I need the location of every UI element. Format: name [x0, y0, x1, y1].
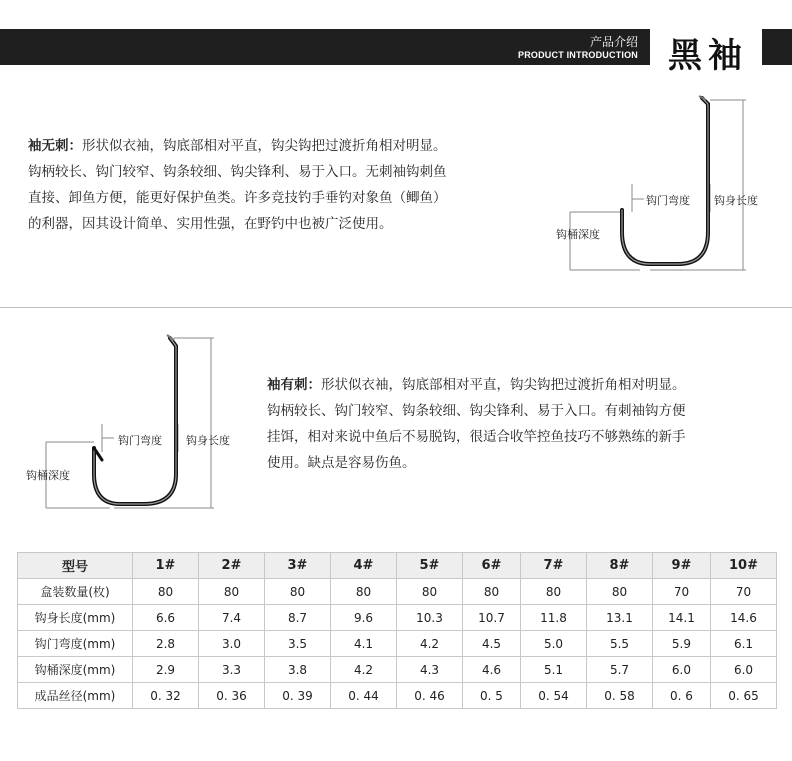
barbless-line-2: 钩柄较长、钩门较窄、钩条较细、钩尖锋利、易于入口。无刺袖钩刺鱼	[28, 164, 447, 180]
table-cell: 0. 39	[265, 683, 331, 709]
table-cell: 0. 6	[652, 683, 710, 709]
row-label: 钩门弯度(mm)	[18, 631, 133, 657]
table-cell: 8.7	[265, 605, 331, 631]
table-row	[18, 657, 777, 683]
barbed-line-2: 钩柄较长、钩门较窄、钩条较细、钩尖锋利、易于入口。有刺袖钩方便	[267, 403, 686, 419]
table-cell: 9.6	[331, 605, 397, 631]
table-row	[18, 631, 777, 657]
barbed-label-length: 钩身长度	[186, 434, 230, 447]
table-cell: 80	[463, 579, 521, 605]
table-header-cell: 6#	[463, 553, 521, 579]
barbed-title: 袖有刺：	[267, 377, 321, 393]
table-header-cell: 4#	[331, 553, 397, 579]
barbless-description	[28, 133, 548, 237]
table-cell: 80	[331, 579, 397, 605]
table-cell: 4.3	[397, 657, 463, 683]
table-cell: 0. 5	[463, 683, 521, 709]
table-header-cell: 1#	[133, 553, 199, 579]
table-header-cell: 9#	[652, 553, 710, 579]
table-cell: 14.6	[710, 605, 776, 631]
table-cell: 6.6	[133, 605, 199, 631]
row-label: 盒装数量(枚)	[18, 579, 133, 605]
section-title-en: PRODUCT INTRODUCTION	[518, 50, 638, 60]
table-cell: 6.1	[710, 631, 776, 657]
table-cell: 3.5	[265, 631, 331, 657]
barbed-label-depth: 钩桶深度	[26, 469, 70, 482]
table-cell: 4.2	[397, 631, 463, 657]
barbed-label-gap: 钩门弯度	[118, 434, 162, 447]
barbless-line-3: 直接、卸鱼方便，能更好保护鱼类。许多竞技钓手垂钓对象鱼（鲫鱼）	[28, 190, 447, 206]
table-cell: 3.8	[265, 657, 331, 683]
table-cell: 0. 44	[331, 683, 397, 709]
banner-right-dark-bar	[762, 29, 792, 65]
table-cell: 4.2	[331, 657, 397, 683]
table-header-label: 型号	[18, 553, 133, 579]
table-header-cell: 2#	[199, 553, 265, 579]
table-cell: 0. 36	[199, 683, 265, 709]
table-cell: 4.6	[463, 657, 521, 683]
table-cell: 0. 58	[586, 683, 652, 709]
table-cell: 5.5	[586, 631, 652, 657]
table-cell: 0. 32	[133, 683, 199, 709]
table-header-row	[18, 553, 777, 579]
barbless-line-4: 的利器，因其设计简单、实用性强，在野钓中也被广泛使用。	[28, 216, 393, 232]
barbless-label-depth: 钩桶深度	[556, 228, 600, 241]
spec-table	[17, 552, 777, 709]
table-row	[18, 579, 777, 605]
table-header-cell: 10#	[710, 553, 776, 579]
table-cell: 80	[199, 579, 265, 605]
table-cell: 7.4	[199, 605, 265, 631]
barbless-hook-diagram	[556, 92, 780, 282]
table-row	[18, 683, 777, 709]
barbless-hook-illustration	[560, 92, 780, 282]
barbed-line-4: 使用。缺点是容易伤鱼。	[267, 455, 416, 471]
table-cell: 80	[520, 579, 586, 605]
table-cell: 11.8	[520, 605, 586, 631]
barbless-line-1: 袖无刺：形状似衣袖，钩底部相对平直，钩尖钩把过渡折角相对明显。	[28, 138, 447, 154]
table-cell: 80	[586, 579, 652, 605]
table-header-cell: 3#	[265, 553, 331, 579]
table-cell: 5.9	[652, 631, 710, 657]
table-cell: 6.0	[710, 657, 776, 683]
table-cell: 3.0	[199, 631, 265, 657]
table-cell: 80	[265, 579, 331, 605]
table-cell: 6.0	[652, 657, 710, 683]
table-cell: 0. 54	[520, 683, 586, 709]
barbed-description	[267, 372, 777, 476]
product-name: 黑袖	[668, 36, 748, 76]
table-cell: 80	[133, 579, 199, 605]
table-cell: 10.7	[463, 605, 521, 631]
table-row	[18, 605, 777, 631]
barbless-title: 袖无刺：	[28, 138, 82, 154]
table-cell: 4.5	[463, 631, 521, 657]
table-cell: 80	[397, 579, 463, 605]
table-cell: 0. 65	[710, 683, 776, 709]
table-cell: 13.1	[586, 605, 652, 631]
table-cell: 14.1	[652, 605, 710, 631]
barbless-label-length: 钩身长度	[714, 194, 758, 207]
table-cell: 10.3	[397, 605, 463, 631]
barbed-line-3: 挂饵，相对来说中鱼后不易脱钩，很适合收竿控鱼技巧不够熟练的新手	[267, 429, 686, 445]
table-cell: 70	[710, 579, 776, 605]
table-cell: 5.7	[586, 657, 652, 683]
row-label: 钩桶深度(mm)	[18, 657, 133, 683]
table-cell: 5.0	[520, 631, 586, 657]
row-label: 钩身长度(mm)	[18, 605, 133, 631]
table-cell: 4.1	[331, 631, 397, 657]
barbed-hook-illustration	[24, 332, 250, 518]
table-cell: 3.3	[199, 657, 265, 683]
barbless-label-gap: 钩门弯度	[646, 194, 690, 207]
section-divider	[0, 307, 792, 308]
table-cell: 70	[652, 579, 710, 605]
section-title-cn: 产品介绍	[589, 35, 638, 49]
barbed-hook-diagram	[24, 332, 250, 518]
table-cell: 2.9	[133, 657, 199, 683]
table-cell: 0. 46	[397, 683, 463, 709]
table-header-cell: 5#	[397, 553, 463, 579]
table-cell: 2.8	[133, 631, 199, 657]
table-header-cell: 8#	[586, 553, 652, 579]
barbed-line-1: 袖有刺：形状似衣袖，钩底部相对平直，钩尖钩把过渡折角相对明显。	[267, 377, 686, 393]
table-header-cell: 7#	[520, 553, 586, 579]
row-label: 成品丝径(mm)	[18, 683, 133, 709]
table-cell: 5.1	[520, 657, 586, 683]
